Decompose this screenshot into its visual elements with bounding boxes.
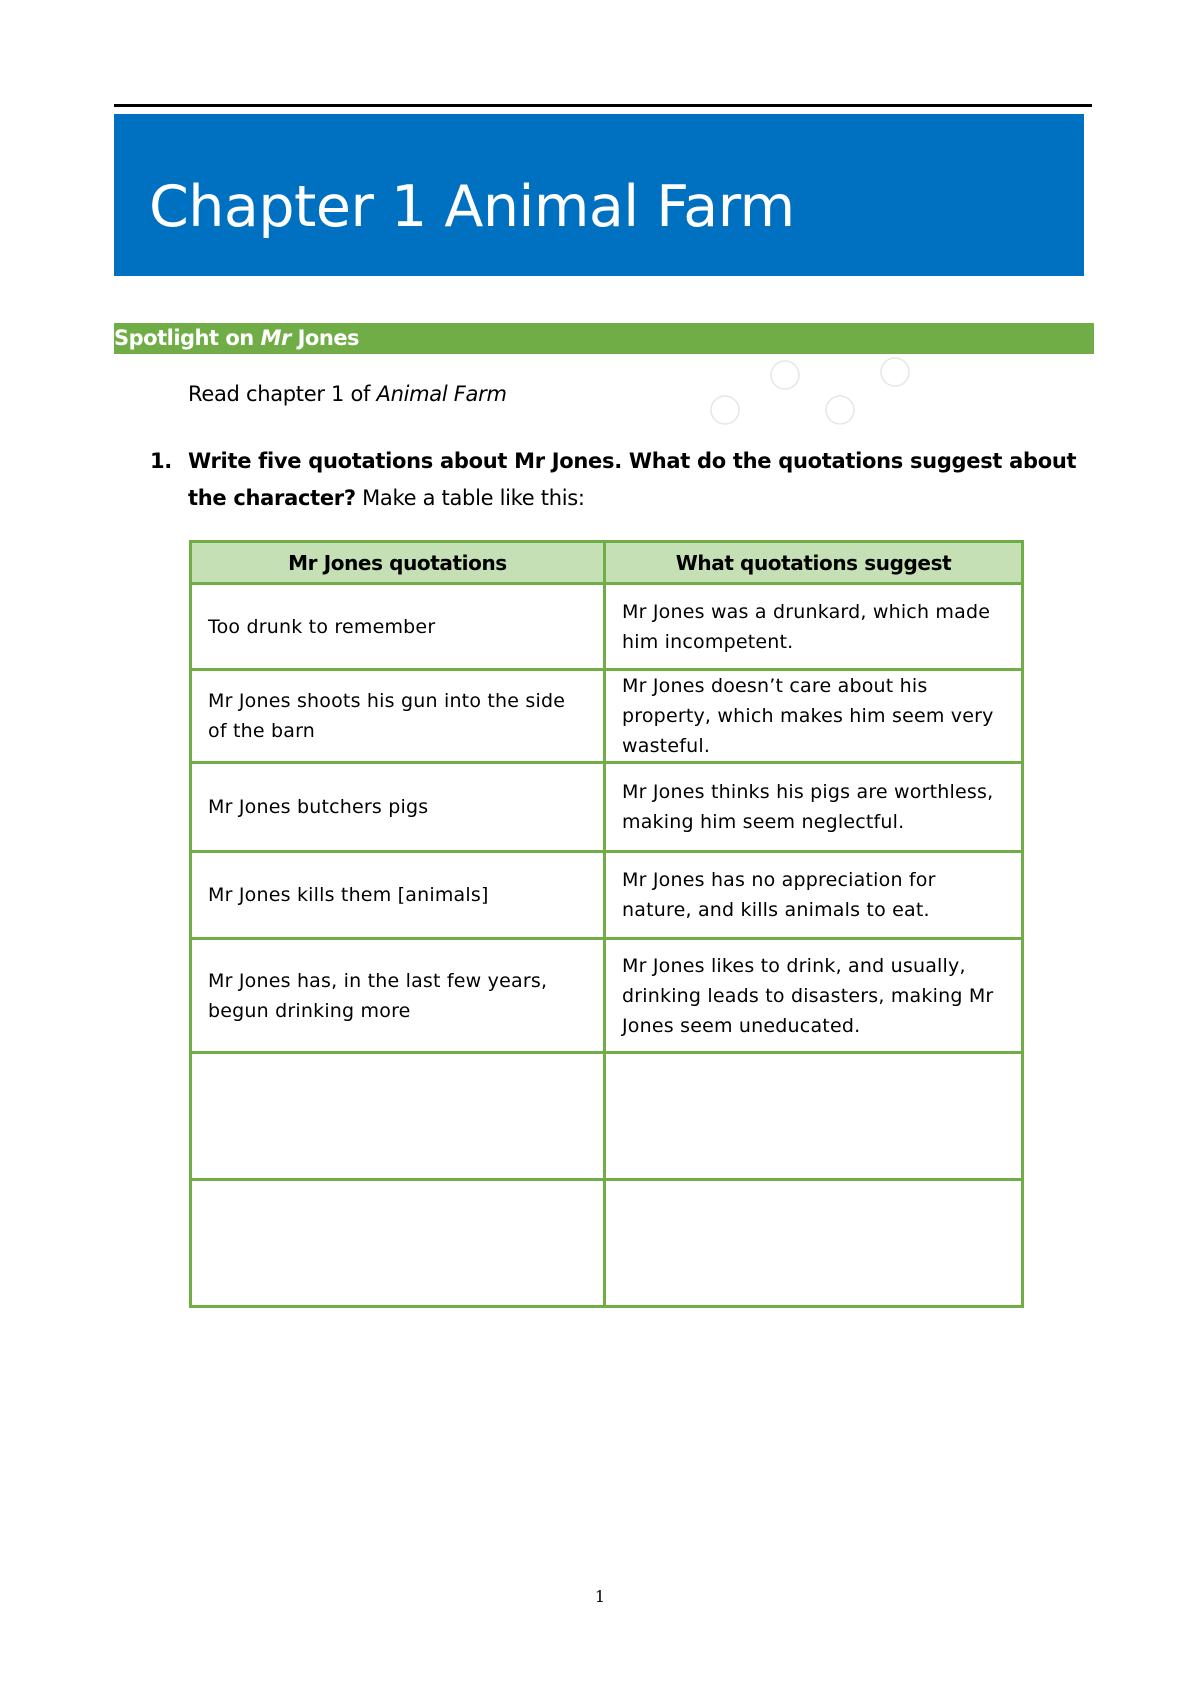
quote-cell[interactable]: [191, 1180, 605, 1307]
table-header-row: [191, 542, 1023, 584]
suggestion-cell[interactable]: [605, 1180, 1023, 1307]
table-row: [191, 670, 1023, 763]
section-bar: [114, 323, 1094, 354]
section-title-part3: Jones: [290, 326, 360, 350]
top-rule: [114, 104, 1092, 107]
suggestion-cell[interactable]: Mr Jones has no appreciation for nature, and kills animals to eat.: [605, 852, 1023, 939]
suggestion-cell[interactable]: Mr Jones thinks his pigs are worthless, making him seem neglectful.: [605, 763, 1023, 852]
suggestion-cell[interactable]: Mr Jones doesn’t care about his property, which makes him seem very wasteful.: [605, 670, 1023, 763]
suggestion-cell[interactable]: Mr Jones likes to drink, and usually, drinking leads to disasters, making Mr Jones seem uneducated.: [605, 939, 1023, 1053]
quote-cell[interactable]: Mr Jones kills them [animals]: [191, 852, 605, 939]
book-title: Animal Farm: [376, 382, 507, 406]
question-1: [150, 443, 1090, 517]
reading-instruction: [188, 382, 507, 406]
question-number: 1.: [150, 449, 172, 473]
question-text-bold: Write five quotations about Mr Jones. What do the quotations suggest about the character?: [188, 449, 1077, 510]
section-title-part2: Mr: [260, 326, 291, 350]
quote-cell[interactable]: Mr Jones has, in the last few years, begun drinking more: [191, 939, 605, 1053]
section-title: [114, 326, 359, 350]
question-text: [188, 443, 1090, 517]
title-banner: [114, 114, 1084, 276]
page-title: Chapter 1 Animal Farm: [149, 174, 795, 240]
instruction-prefix: Read chapter 1 of: [188, 382, 377, 406]
quote-cell[interactable]: Mr Jones butchers pigs: [191, 763, 605, 852]
table-row: [191, 1053, 1023, 1180]
table-row: [191, 852, 1023, 939]
quotations-table: [189, 540, 1024, 1308]
section-title-part1: Spotlight on: [114, 326, 261, 350]
header-suggestions: What quotations suggest: [605, 542, 1023, 584]
table-row: [191, 763, 1023, 852]
table-row: [191, 1180, 1023, 1307]
page-number: 1: [594, 1587, 606, 1606]
table-row: [191, 584, 1023, 670]
suggestion-cell[interactable]: [605, 1053, 1023, 1180]
header-quotations: Mr Jones quotations: [191, 542, 605, 584]
quote-cell[interactable]: Too drunk to remember: [191, 584, 605, 670]
watermark-decoration: [700, 350, 920, 430]
suggestion-cell[interactable]: Mr Jones was a drunkard, which made him incompetent.: [605, 584, 1023, 670]
table-row: [191, 939, 1023, 1053]
quote-cell[interactable]: Mr Jones shoots his gun into the side of the barn: [191, 670, 605, 763]
question-text-normal: Make a table like this:: [355, 486, 585, 510]
quote-cell[interactable]: [191, 1053, 605, 1180]
